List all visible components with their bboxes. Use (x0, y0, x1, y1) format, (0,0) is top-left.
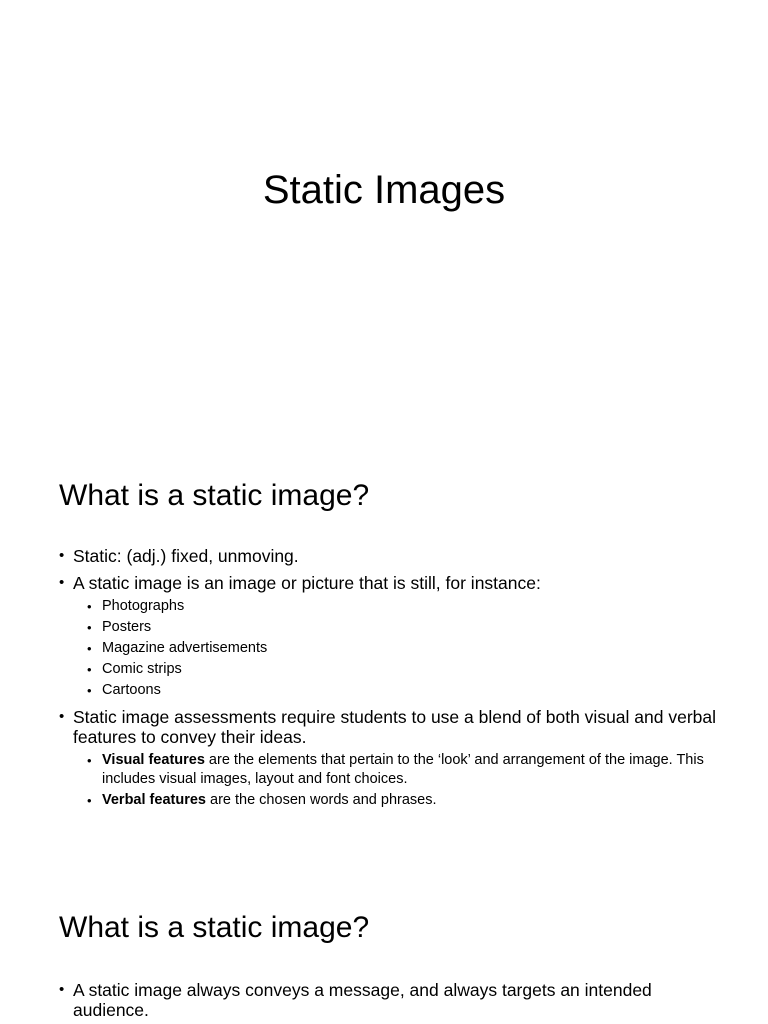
sub-bullet-item (87, 751, 719, 789)
bullet-glyph: • (87, 793, 92, 808)
bullet-glyph: • (87, 641, 92, 656)
slide-title-text: Static Images (262, 168, 506, 212)
slide-heading: What is a static image? (59, 911, 370, 944)
bullet-glyph: • (59, 547, 65, 564)
sub-bullet-list (73, 751, 719, 810)
bullet-item (59, 980, 719, 1020)
bullet-item (59, 707, 719, 810)
feature-description: are the chosen words and phrases. (205, 792, 437, 808)
sub-bullet-text: Cartoons (102, 682, 161, 698)
bullet-glyph: • (87, 753, 92, 768)
bullet-text: A static image is an image or picture that is still, for instance: (73, 573, 541, 593)
sub-bullet-item (87, 618, 719, 637)
bullet-list (59, 980, 719, 1024)
sub-bullet-text: Posters (102, 619, 152, 635)
sub-bullet-text: Magazine advertisements (102, 640, 268, 656)
slide-message (0, 864, 768, 1024)
slide-heading: What is a static image? (59, 479, 370, 512)
bullet-glyph: • (87, 620, 92, 635)
bullet-item (59, 546, 719, 566)
bullet-glyph: • (87, 662, 92, 677)
bullet-glyph: • (87, 683, 92, 698)
sub-bullet-item (87, 639, 719, 658)
bullet-glyph: • (59, 574, 65, 591)
bullet-list (59, 546, 719, 817)
feature-description: are the elements that pertain to the ‘look’ and arrangement of the image. This includes visual images, layout and font choices. (102, 752, 704, 787)
sub-bullet-list (73, 597, 719, 700)
sub-bullet-item (87, 660, 719, 679)
sub-bullet-item (87, 681, 719, 700)
bullet-text: Static image assessments require students to use a blend of both visual and verbal features to convey their ideas. (73, 707, 717, 747)
slide-definition (0, 432, 768, 864)
feature-term: Verbal features (102, 792, 206, 808)
bullet-glyph: • (59, 708, 65, 725)
sub-bullet-text: Photographs (102, 598, 185, 614)
feature-term: Visual features (102, 752, 205, 768)
sub-bullet-text: Comic strips (102, 661, 182, 677)
bullet-glyph: • (87, 599, 92, 614)
bullet-item (59, 573, 719, 700)
slide-title (0, 0, 768, 432)
sub-bullet-item (87, 791, 719, 810)
bullet-glyph: • (59, 981, 65, 998)
sub-bullet-item (87, 597, 719, 616)
bullet-text: Static: (adj.) fixed, unmoving. (73, 546, 299, 566)
bullet-text: A static image always conveys a message, and always targets an intended audience. (73, 980, 652, 1020)
